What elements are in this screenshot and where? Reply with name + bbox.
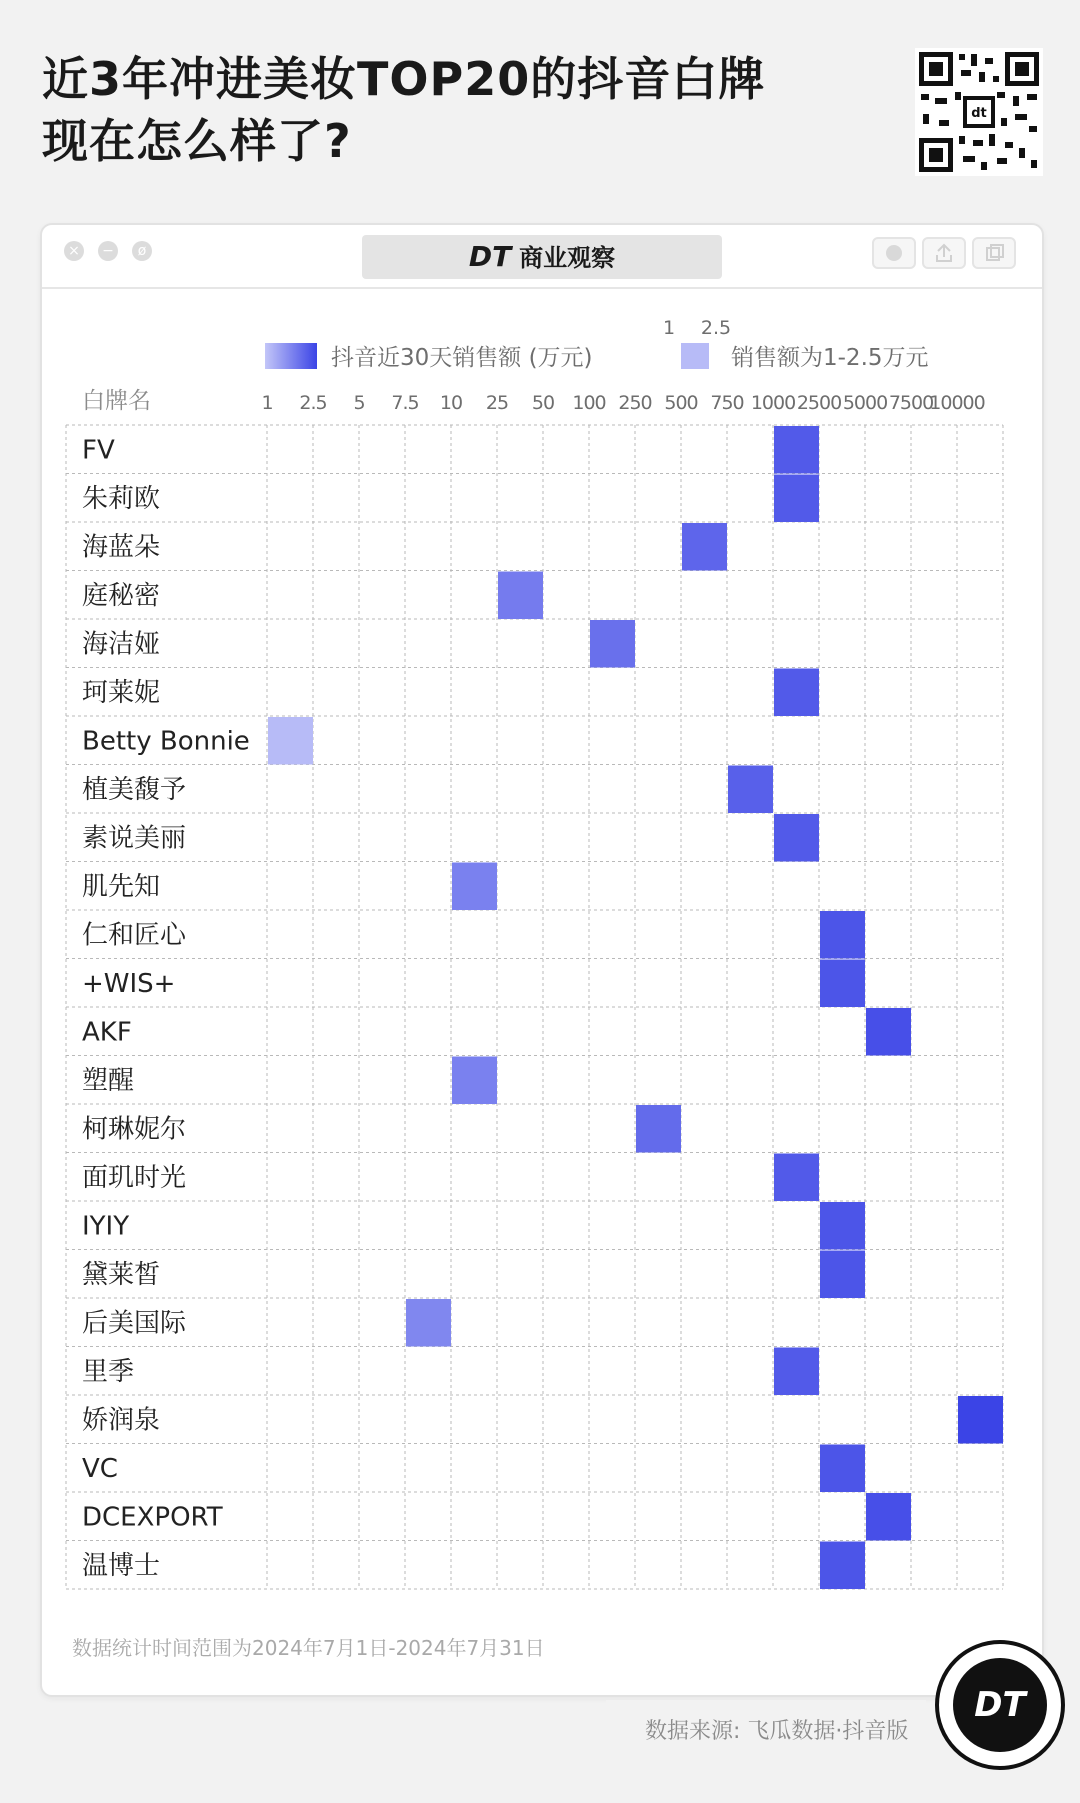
minimize-icon[interactable]: − xyxy=(98,241,118,261)
row-label: 珂莱妮 xyxy=(82,677,161,708)
row-label: 娇润泉 xyxy=(82,1405,161,1436)
row-label: 塑醒 xyxy=(82,1065,135,1096)
legend-label: 销售额为1-2.5万元 xyxy=(731,345,929,371)
heatmap-cell xyxy=(774,669,819,717)
heatmap-cell xyxy=(774,1348,819,1396)
tick-label: 750 xyxy=(710,392,744,414)
title-line-1: 近3年冲进美妆TOP20的抖音白牌 xyxy=(42,52,766,106)
tick-label: 5 xyxy=(353,392,365,414)
row-label: 朱莉欧 xyxy=(82,483,161,514)
heatmap-cell xyxy=(636,1105,681,1153)
row-label: 仁和匠心 xyxy=(82,920,187,951)
title-line-2: 现在怎么样了? xyxy=(42,114,352,168)
legend-range-label: 1 xyxy=(662,317,676,339)
heatmap-cell xyxy=(958,1396,1003,1444)
heatmap-cell xyxy=(452,1057,497,1105)
row-label: +WIS+ xyxy=(82,968,176,999)
row-label: IYIY xyxy=(82,1211,130,1242)
tick-label: 25 xyxy=(485,392,509,414)
heatmap-cell xyxy=(866,1493,911,1541)
row-label: 素说美丽 xyxy=(82,823,187,854)
row-label: 海洁娅 xyxy=(82,629,161,660)
row-label: 黛莱皙 xyxy=(82,1259,161,1290)
row-label: 庭秘密 xyxy=(82,580,161,611)
chart-legend xyxy=(265,317,929,371)
tick-label: 7500 xyxy=(888,392,934,414)
row-label: DCEXPORT xyxy=(82,1502,223,1533)
heatmap-cell xyxy=(774,1154,819,1202)
tick-label: 250 xyxy=(618,392,652,414)
heatmap-cell xyxy=(728,766,773,814)
row-label: 温博士 xyxy=(82,1550,161,1581)
footnote: 数据统计时间范围为2024年7月1日-2024年7月31日 xyxy=(72,1636,545,1660)
row-label: 面玑时光 xyxy=(82,1162,187,1193)
dt-badge-text: DT xyxy=(953,1658,1047,1752)
heatmap-cell xyxy=(774,475,819,523)
tick-label: 5000 xyxy=(842,392,888,414)
legend-range-label: 2.5 xyxy=(700,317,732,339)
dt-badge xyxy=(935,1640,1065,1770)
heatmap-cell xyxy=(820,911,865,959)
data-source: 数据来源: 飞瓜数据·抖音版 xyxy=(645,1719,909,1744)
heatmap-cell xyxy=(498,572,543,620)
tick-label: 2.5 xyxy=(299,392,327,414)
tick-label: 10 xyxy=(439,392,463,414)
row-label: VC xyxy=(82,1453,118,1484)
heatmap-cell xyxy=(820,1251,865,1299)
row-label: FV xyxy=(82,435,115,466)
heatmap-cell xyxy=(452,863,497,911)
row-header-label: 白牌名 xyxy=(82,388,151,414)
heatmap-cell xyxy=(268,717,313,765)
row-label: Betty Bonnie xyxy=(82,726,250,757)
svg-text:dt: dt xyxy=(971,106,987,121)
tick-label: 500 xyxy=(664,392,698,414)
heatmap-cell xyxy=(774,426,819,474)
tick-label: 100 xyxy=(572,392,606,414)
heatmap-cell xyxy=(820,1202,865,1250)
heatmap-cell xyxy=(820,960,865,1008)
tick-label: 7.5 xyxy=(391,392,419,414)
heatmap-cell xyxy=(820,1542,865,1590)
row-label: 植美馥予 xyxy=(82,774,187,805)
tick-label: 1000 xyxy=(750,392,796,414)
heatmap-cell xyxy=(774,814,819,862)
no-entry-icon[interactable]: ø xyxy=(132,241,152,261)
row-label: 里季 xyxy=(82,1356,135,1387)
tick-label: 2500 xyxy=(796,392,842,414)
row-label: 后美国际 xyxy=(82,1308,187,1339)
row-label: AKF xyxy=(82,1017,132,1048)
row-label: 海蓝朵 xyxy=(82,532,161,563)
heatmap-cell xyxy=(866,1008,911,1056)
close-icon[interactable]: × xyxy=(64,241,84,261)
dt-logo-mark: DT xyxy=(468,240,512,273)
row-label: 肌先知 xyxy=(82,871,161,902)
heatmap-cell xyxy=(820,1445,865,1493)
legend-gradient-swatch xyxy=(265,343,317,369)
legend-light-swatch xyxy=(681,343,709,369)
heatmap-cell xyxy=(406,1299,451,1347)
tick-label: 1 xyxy=(261,392,273,414)
heatmap-cell xyxy=(590,620,635,668)
tick-label: 10000 xyxy=(929,392,985,414)
row-label: 柯琳妮尔 xyxy=(82,1114,187,1145)
legend-label: 抖音近30天销售额 (万元) xyxy=(331,345,593,371)
heatmap-cell xyxy=(682,523,727,571)
tick-label: 50 xyxy=(531,392,555,414)
window-title-text: 商业观察 xyxy=(519,244,616,272)
